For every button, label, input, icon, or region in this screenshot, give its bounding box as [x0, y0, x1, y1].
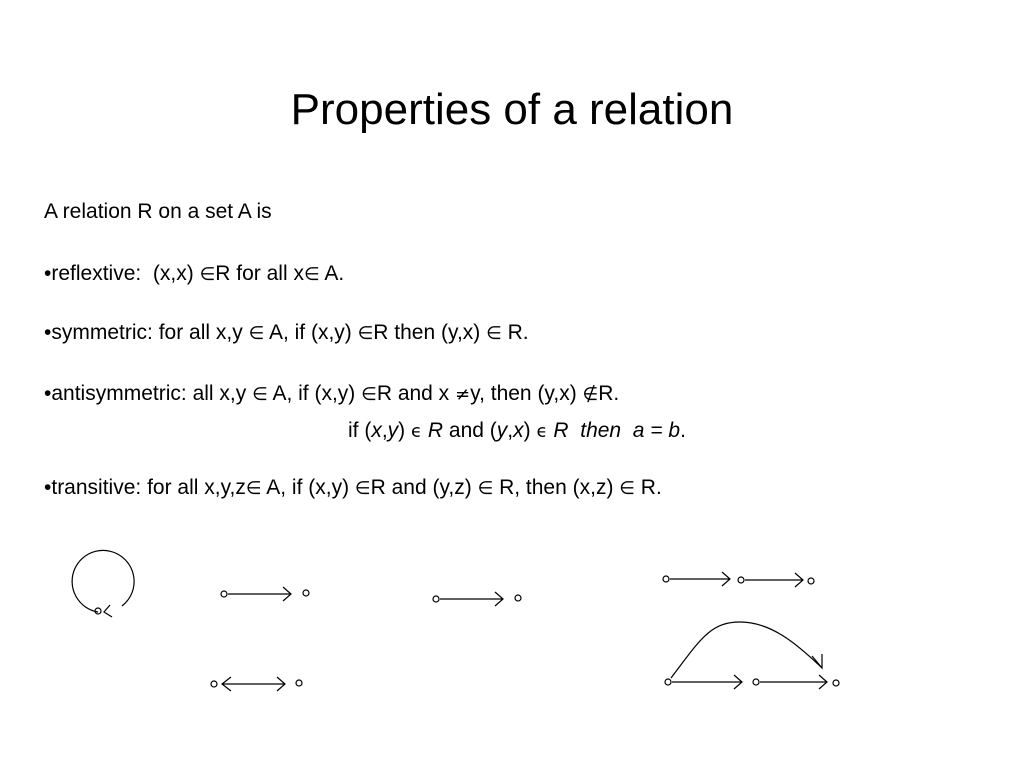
shortcut-edge [671, 622, 822, 678]
element-of-symbol: ∈ [303, 264, 320, 285]
equation-a-equals-b: a = b [632, 419, 681, 442]
element-of-symbol: ∈ [357, 323, 374, 344]
node [808, 578, 814, 584]
var-R: R [427, 419, 444, 442]
bullet: • [44, 476, 52, 499]
node [833, 680, 839, 686]
bullet: • [44, 321, 52, 344]
node [753, 679, 759, 685]
reflexive-text-1: (x,x) [152, 262, 194, 285]
antisymmetric-text-4: y, then (y,x) [470, 382, 583, 405]
element-of-symbol: ∈ [248, 323, 265, 344]
var-y: y [387, 419, 399, 442]
reflexive-label: reflextive: [51, 262, 142, 285]
reflexive-loop-diagram [72, 550, 134, 617]
antisymmetric-text-1: all x,y [192, 382, 247, 405]
self-loop-edge [72, 550, 134, 612]
transitive-label: transitive: [51, 476, 142, 499]
not-element-of-symbol: ∉ [582, 384, 599, 405]
element-of-symbol: ∈ [354, 478, 371, 499]
element-of-symbol: ∈ [199, 264, 216, 285]
node [433, 596, 439, 602]
intro-text: A relation R on a set A is [44, 200, 272, 223]
element-of-symbol: ∈ [477, 478, 494, 499]
alt-close: ) [523, 419, 537, 442]
node [665, 679, 671, 685]
slide-title: Properties of a relation [290, 85, 734, 134]
antisymmetric-text-3: R and x [376, 382, 456, 405]
arrow-head [104, 605, 112, 617]
antisymmetric-text-5: R. [598, 382, 620, 405]
antisymmetric-text-2: A, if (x,y) [267, 382, 362, 405]
var-x: x [513, 419, 524, 442]
transitive-text-5: R. [634, 476, 662, 499]
element-of-symbol: ϵ [411, 421, 423, 442]
element-of-symbol: ∈ [486, 323, 502, 344]
element-of-symbol: ∈ [252, 384, 268, 405]
var-y: y [496, 419, 508, 442]
element-of-symbol: ∈ [361, 384, 377, 405]
element-of-symbol: ∈ [619, 478, 635, 499]
node [211, 681, 217, 687]
alt-close: ) [398, 419, 411, 442]
node [738, 577, 744, 583]
alt-and: and ( [443, 419, 497, 442]
then-word: then [580, 419, 622, 442]
var-R: R [553, 419, 569, 442]
transitive-chain-diagram [663, 572, 814, 587]
symmetric-label: symmetric: [51, 321, 153, 344]
not-equal-symbol: ≠ [455, 384, 471, 405]
transitive-shortcut-diagram [665, 622, 839, 689]
bullet: • [44, 262, 52, 285]
var-x: x [371, 419, 382, 442]
symmetric-text-1: for all x,y [158, 321, 243, 344]
reflexive-text-2: R for all x [215, 262, 304, 285]
node [303, 590, 309, 596]
one-way-edge-diagram [221, 587, 309, 601]
symmetric-text-3: R then (y,x) [373, 321, 487, 344]
element-of-symbol: ∈ [245, 478, 262, 499]
node [296, 680, 302, 686]
node [515, 595, 521, 601]
two-way-edge-diagram [211, 677, 302, 691]
antisymmetric-edge-diagram [433, 592, 521, 606]
transitive-text-3: R and (y,z) [370, 476, 478, 499]
node [221, 591, 227, 597]
alt-period: . [680, 419, 686, 442]
transitive-text-4: R, then (x,z) [493, 476, 620, 499]
bullet: • [44, 382, 52, 405]
alt-comma: , [381, 419, 388, 442]
reflexive-text-3: A. [319, 262, 345, 285]
element-of-symbol: ϵ [536, 421, 548, 442]
arrow-head [812, 654, 822, 668]
antisymmetric-label: antisymmetric: [51, 382, 187, 405]
symmetric-text-2: A, if (x,y) [264, 321, 358, 344]
transitive-text-2: A, if (x,y) [261, 476, 355, 499]
symmetric-text-4: R. [501, 321, 529, 344]
alt-if: if ( [348, 419, 372, 442]
node [663, 576, 669, 582]
transitive-text-1: for all x,y,z [147, 476, 246, 499]
alt-comma: , [507, 419, 514, 442]
